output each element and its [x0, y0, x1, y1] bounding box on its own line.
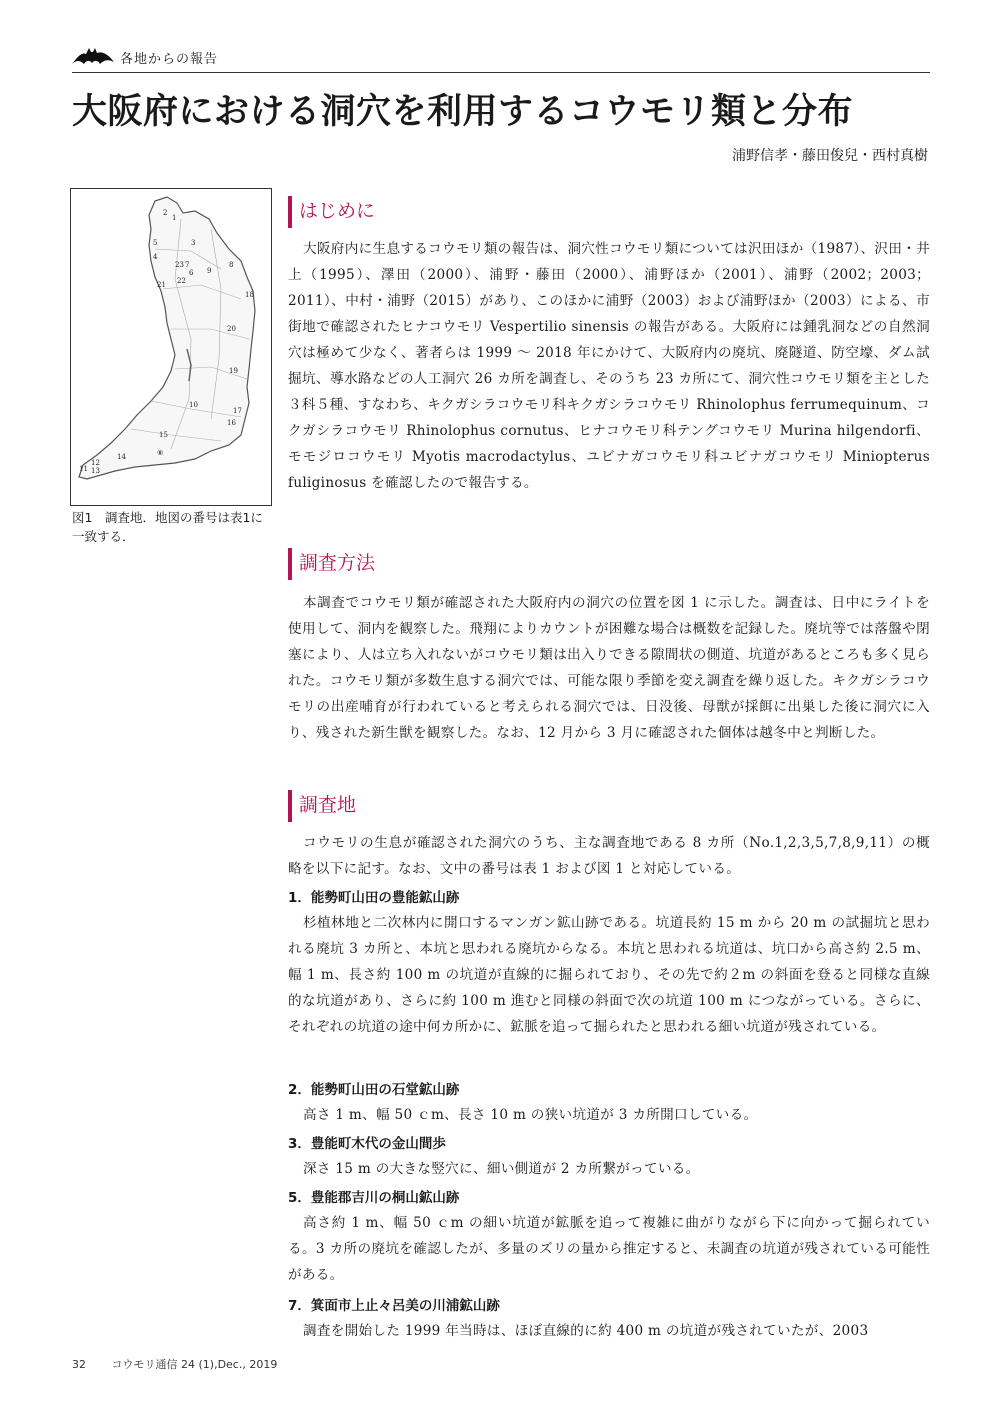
methods-body — [288, 590, 930, 746]
site-5-paragraph: 高さ約 1 m、幅 50 ｃm の細い坑道が鉱脈を追って複雑に曲がりながら下に向かって掘られている。3 カ所の廃坑を確認したが、多量のズリの量から推定すると、未調査の坑道が残されている可能性がある。 — [288, 1215, 930, 1283]
site-label: 10 — [189, 401, 198, 409]
page-number: 32 — [72, 1358, 86, 1371]
sites-intro-body — [288, 830, 930, 882]
journal-citation: コウモリ通信 24 (1),Dec., 2019 — [111, 1358, 278, 1371]
site-1-paragraph: 杉植林地と二次林内に開口するマンガン鉱山跡である。坑道長約 15 m から 20 m の試掘坑と思われる廃坑 3 カ所と、本坑と思われる廃坑からなる。本坑と思われる坑道は、坑口から高さ約 2.5 m、幅 1 m、長さ約 100 m の坑道が直線的に掘られており、その先で約２m の斜面を登ると同様な直線的な坑道があり、さらに約 100 m 進むと同様の斜面で次の坑道 100 m につながっている。さらに、それぞれの坑道の途中何カ所かに、鉱脈を追って掘られたと思われる細い坑道が残されている。 — [288, 915, 930, 1035]
site-3-body — [288, 1156, 930, 1182]
figure-caption: 図1 調査地．地図の番号は表1に一致する． — [72, 510, 263, 544]
site-1-body — [288, 910, 930, 1040]
running-header — [72, 40, 930, 73]
site-label: 4 — [153, 253, 158, 261]
site-label: 14 — [117, 453, 126, 461]
site-label: 22 — [177, 277, 186, 285]
site-label: 23 — [175, 261, 184, 269]
heading-intro: はじめに — [288, 196, 375, 228]
site-7-body — [288, 1318, 930, 1344]
map-figure — [70, 188, 272, 506]
site-label: 15 — [159, 431, 168, 439]
site-label: 21 — [157, 281, 166, 289]
site-label: 12 — [91, 459, 100, 467]
intro-body — [288, 236, 930, 496]
site-label: 20 — [227, 325, 236, 333]
site-label: 1 — [172, 214, 177, 222]
site-3-title: 3．豊能町木代の金山間歩 — [288, 1136, 446, 1152]
page-footer — [72, 1356, 277, 1372]
site-label: 17 — [233, 407, 242, 415]
site-2-title: 2．能勢町山田の石堂鉱山跡 — [288, 1082, 460, 1098]
site-5-body — [288, 1210, 930, 1288]
methods-paragraph: 本調査でコウモリ類が確認された大阪府内の洞穴の位置を図 1 に示した。調査は、日中にライトを使用して、洞内を観察した。飛翔によりカウントが困難な場合は概数を記録した。廃坑等では落盤や閉塞により、人は立ち入れないがコウモリ類は出入りできる隙間状の側道、坑道があるところも多く見られた。コウモリ類が多数生息する洞穴では、可能な限り季節を変え調査を繰り返した。キクガシラコウモリの出産哺育が行われていると考えられる洞穴では、日没後、母獣が採餌に出巣した後に洞穴に入り、残された新生獣を観察した。なお、12 月から 3 月に確認された個体は越冬中と判断した。 — [288, 595, 930, 741]
site-2-paragraph: 高さ 1 m、幅 50 ｃm、長さ 10 m の狭い坑道が 3 カ所開口している。 — [302, 1107, 758, 1123]
site-label: 3 — [191, 239, 196, 247]
site-label: 6 — [189, 269, 194, 277]
heading-methods: 調査方法 — [288, 548, 375, 580]
section-label: 各地からの報告 — [120, 52, 219, 67]
authors: 浦野信孝・藤田俊兒・西村真樹 — [732, 148, 928, 164]
site-3-paragraph: 深さ 15 m の大きな竪穴に、細い側道が 2 カ所繋がっている。 — [302, 1161, 700, 1177]
osaka-map — [71, 189, 271, 505]
site-label: 8 — [229, 261, 234, 269]
site-7-paragraph: 調査を開始した 1999 年当時は、ほぼ直線的に約 400 m の坑道が残されていたが、2003 — [302, 1323, 869, 1339]
intro-paragraph: 大阪府内に生息するコウモリ類の報告は、洞穴性コウモリ類については沢田ほか（1987）、沢田・井上（1995）、澤田（2000）、浦野・藤田（2000）、浦野ほか（2001）、浦野（2002；2003；2011）、中村・浦野（2015）があり、このほかに浦野（2003）および浦野ほか（2003）による、市街地で確認されたヒナコウモリ Vespertilio sinensis の報告がある。大阪府には鍾乳洞などの自然洞穴は極めて少なく、著者らは 1999 ～ 2018 年にかけて、大阪府内の廃坑、廃隧道、防空壕、ダム試掘坑、導水路などの人工洞穴 26 カ所を調査し、そのうち 23 カ所にて、洞穴性コウモリ類を主とした３科５種、すなわち、キクガシラコウモリ科キクガシラコウモリ Rhinolophus ferrumequinum、コクガシラコウモリ Rhinolophus cornutus、ヒナコウモリ科テングコウモリ Murina hilgendorfi、モモジロコウモリ Myotis macrodactylus、ユビナガコウモリ科ユビナガコウモリ Miniopterus fuliginosus を確認したので報告する。 — [288, 241, 930, 491]
site-label: 11 — [79, 465, 88, 473]
site-label: 18 — [245, 291, 254, 299]
site-7-title: 7．箕面市上止々呂美の川浦鉱山跡 — [288, 1298, 500, 1314]
sites-intro-paragraph: コウモリの生息が確認された洞穴のうち、主な調査地である 8 カ所（No.1,2,3,5,7,8,9,11）の概略を以下に記す。なお、文中の番号は表 1 および図 1 と対応している。 — [288, 835, 930, 877]
page-title: 大阪府における洞穴を利用するコウモリ類と分布 — [72, 92, 854, 132]
site-5-title: 5．豊能郡吉川の桐山鉱山跡 — [288, 1190, 460, 1206]
site-2-body — [288, 1102, 930, 1128]
site-label: 5 — [153, 239, 158, 247]
site-label: 2 — [163, 209, 168, 217]
site-label: ⑧ — [157, 449, 164, 457]
heading-sites: 調査地 — [288, 790, 356, 822]
site-label: 13 — [91, 467, 100, 475]
site-label: 9 — [207, 267, 212, 275]
site-1-title: 1．能勢町山田の豊能鉱山跡 — [288, 890, 460, 906]
site-label: 16 — [227, 419, 236, 427]
site-label: 7 — [185, 261, 190, 269]
bat-icon — [72, 44, 114, 66]
site-label: 19 — [229, 367, 238, 375]
